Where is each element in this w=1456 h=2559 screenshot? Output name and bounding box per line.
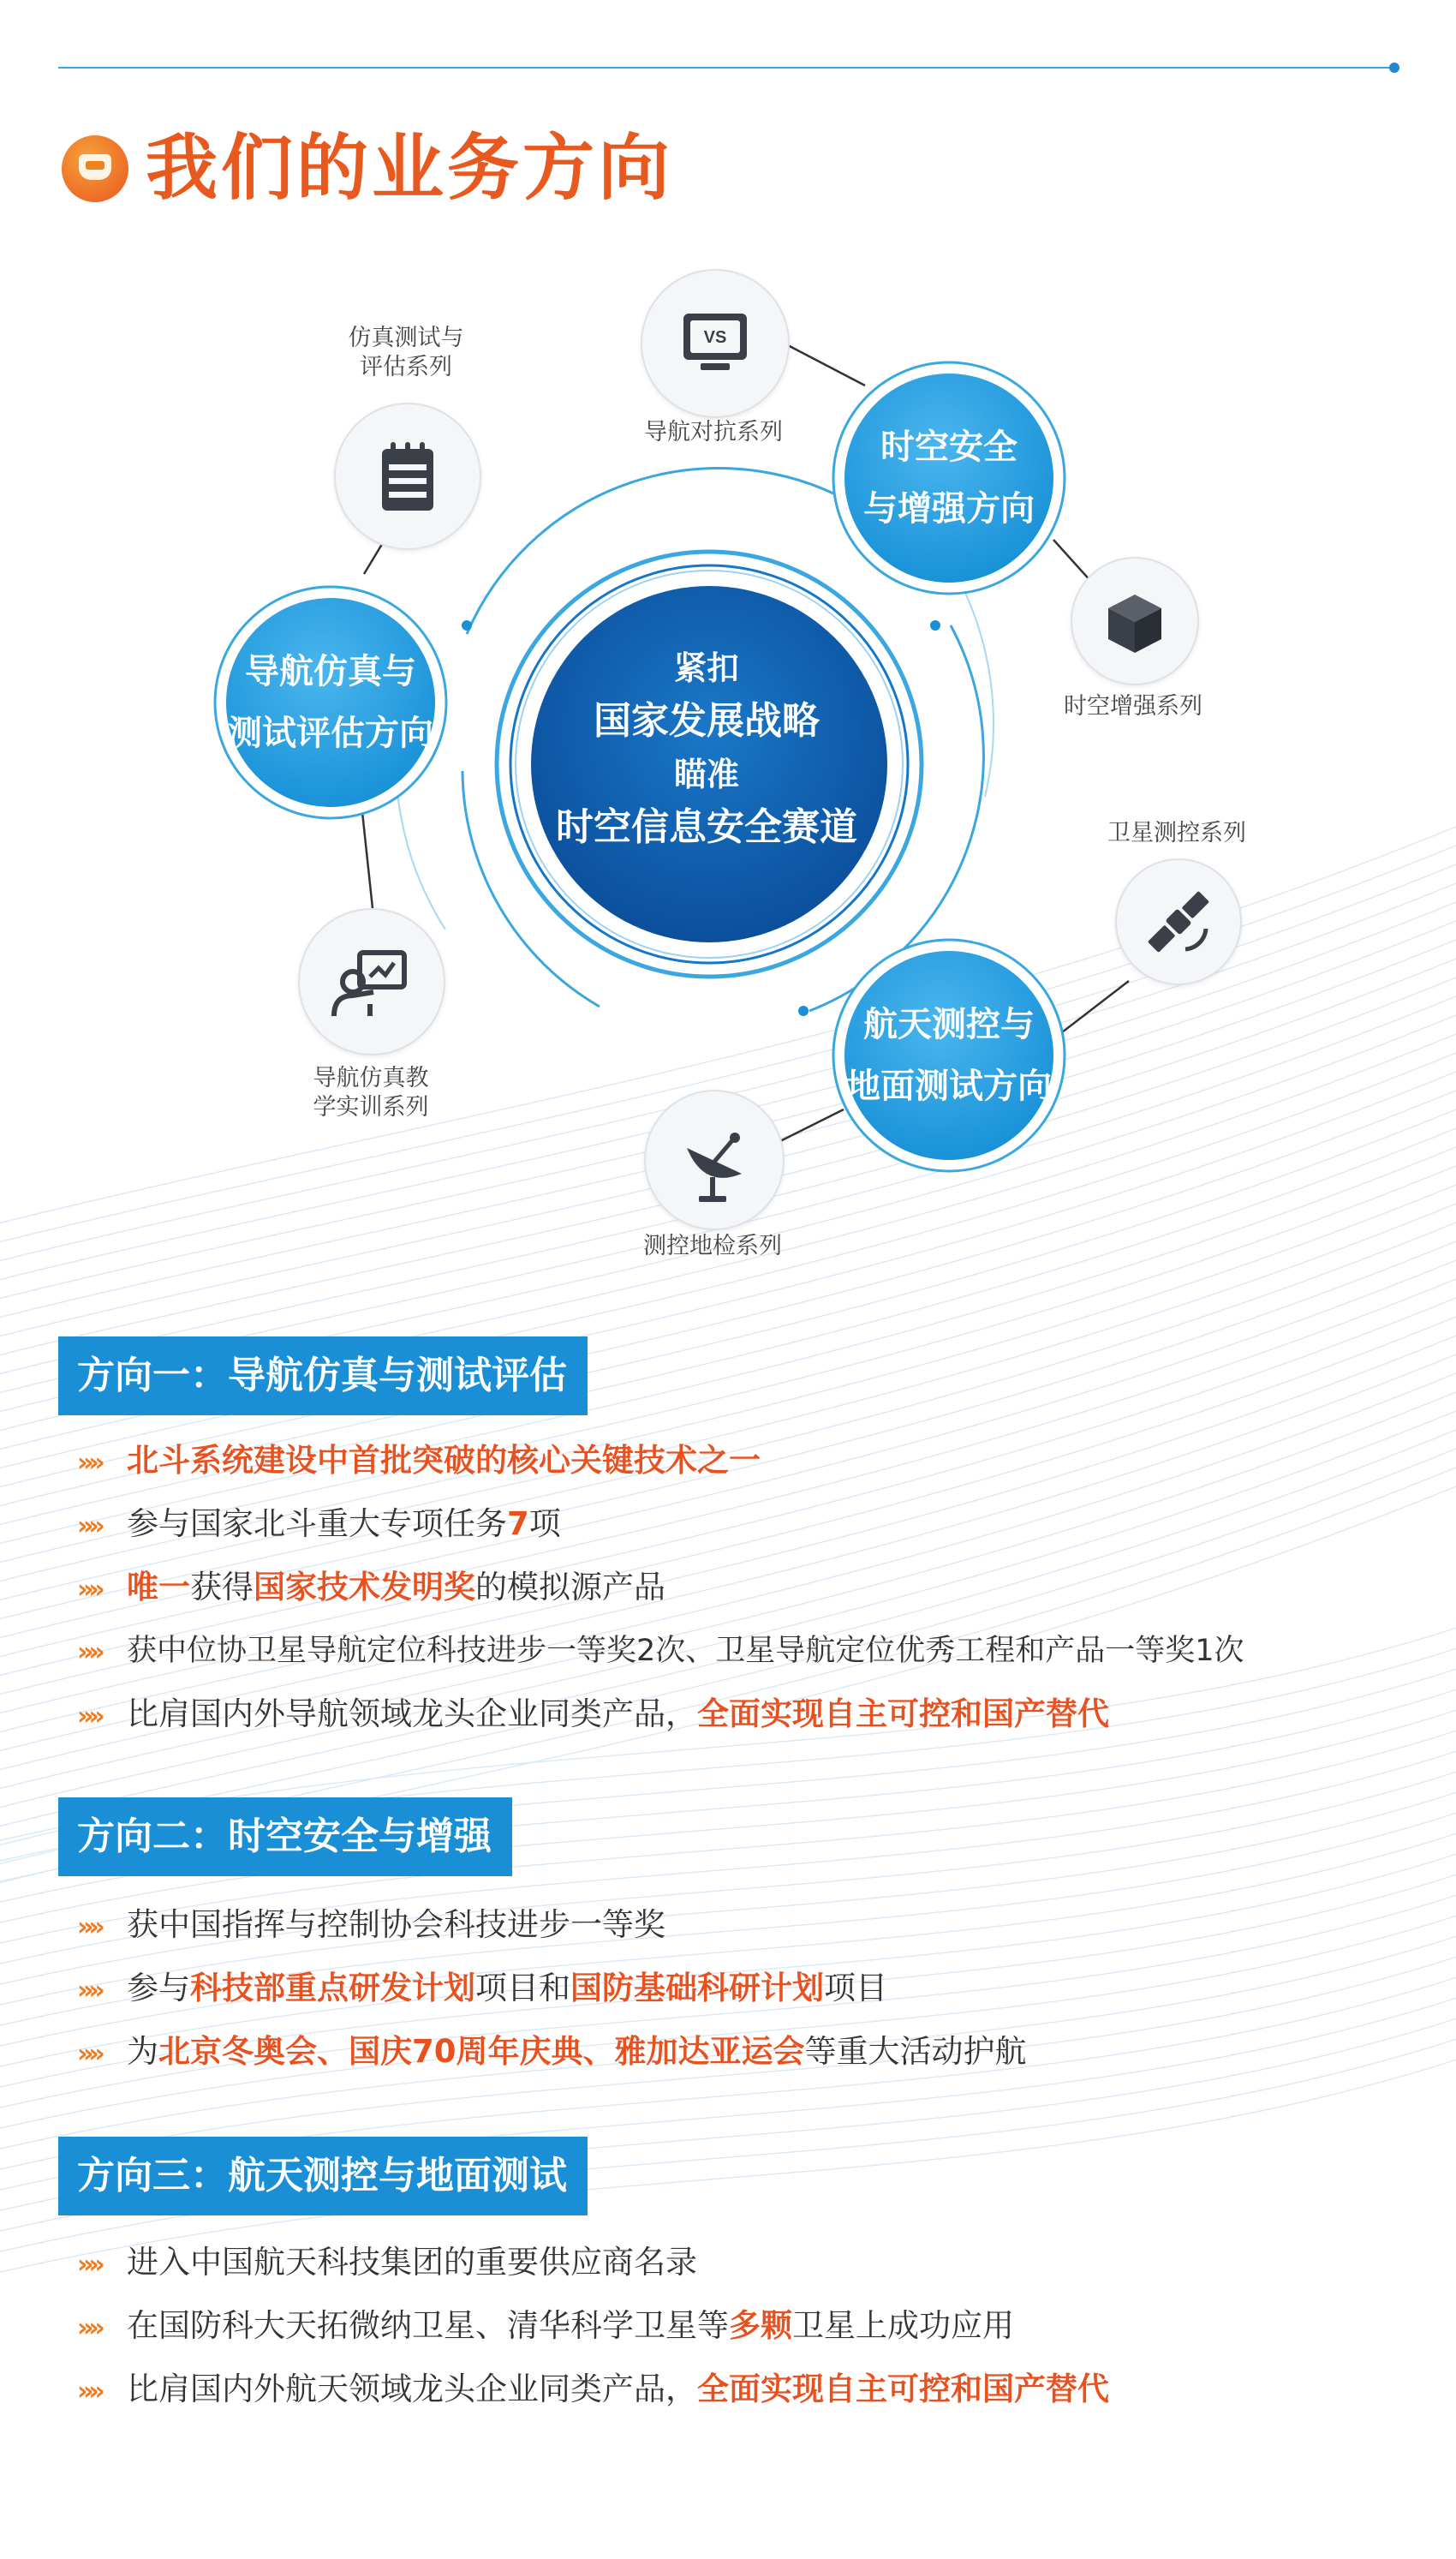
bullet-item: »» 获中国指挥与控制协会科技进步一等奖: [77, 1904, 665, 1949]
section-heading-3: 方向三：航天测控与地面测试: [58, 2137, 588, 2215]
bullet-item: »» 在国防科大天拓微纳卫星、清华科学卫星等多颗卫星上成功应用: [77, 2305, 1014, 2350]
direction-nav-line2: 测试评估方向: [228, 714, 433, 753]
system-sim-eval-line2: 评估系列: [360, 354, 452, 380]
bullet-item: »» 比肩国内外导航领域龙头企业同类产品，全面实现自主可控和国产替代: [77, 1693, 1109, 1738]
bullet-item: »» 获中位协卫星导航定位科技进步一等奖2次、卫星导航定位优秀工程和产品一等奖1次: [77, 1629, 1244, 1674]
section-heading-1: 方向一：导航仿真与测试评估: [58, 1336, 588, 1415]
company-logo-icon: [62, 135, 128, 202]
bullet-item: »» 唯一获得国家技术发明奖的模拟源产品: [77, 1566, 665, 1611]
section-heading-2: 方向二：时空安全与增强: [58, 1797, 512, 1876]
bullet-item: »» 比肩国内外航天领域龙头企业同类产品，全面实现自主可控和国产替代: [77, 2368, 1109, 2413]
chevron-bullet-icon: »»: [77, 1448, 100, 1478]
chevron-bullet-icon: »»: [77, 1912, 100, 1942]
direction-space-line2: 与增强方向: [863, 489, 1035, 529]
chevron-bullet-icon: »»: [77, 2250, 100, 2280]
teacher-board-icon: [298, 908, 445, 1055]
notepad-icon: [334, 403, 481, 550]
chevron-bullet-icon: »»: [77, 1976, 100, 2006]
chevron-bullet-icon: »»: [77, 2039, 100, 2069]
bullet-item: »» 为北京冬奥会、国庆70周年庆典、雅加达亚运会等重大活动护航: [77, 2030, 1027, 2076]
direction-aero-line1: 航天测控与: [863, 1005, 1035, 1044]
vs-monitor-icon: [641, 269, 790, 418]
chevron-bullet-icon: »»: [77, 1511, 100, 1541]
cube-icon: [1071, 557, 1199, 685]
direction-aero-line2: 地面测试方向: [846, 1067, 1052, 1106]
system-sim-eval-line1: 仿真测试与: [348, 325, 464, 351]
bullet-item: »» 北斗系统建设中首批突破的核心关键技术之一: [77, 1439, 761, 1485]
chevron-bullet-icon: »»: [77, 1637, 100, 1667]
core-text-line1: 紧扣: [673, 649, 739, 687]
system-teach-line1: 导航仿真教: [313, 1065, 429, 1091]
dish-antenna-icon: [644, 1090, 785, 1230]
top-divider-line: [58, 67, 1396, 69]
system-counter-label: 导航对抗系列: [644, 419, 783, 445]
system-sat-ctrl-label: 卫星测控系列: [1107, 820, 1246, 846]
system-enhance-label: 时空增强系列: [1064, 693, 1202, 720]
business-direction-diagram: [0, 248, 1456, 1319]
chevron-bullet-icon: »»: [77, 2313, 100, 2343]
core-text-line2: 国家发展战略: [594, 699, 820, 743]
system-teach-line2: 学实训系列: [313, 1094, 429, 1121]
direction-nav-line1: 导航仿真与: [245, 652, 416, 691]
satellite-icon: [1115, 858, 1242, 985]
chevron-bullet-icon: »»: [77, 1701, 100, 1731]
chevron-bullet-icon: »»: [77, 2377, 100, 2407]
bullet-item: »» 参与科技部重点研发计划项目和国防基础科研计划项目: [77, 1967, 887, 2012]
system-ground-label: 测控地检系列: [643, 1233, 782, 1259]
top-divider-dot: [1389, 63, 1399, 73]
svg-text:VS: VS: [703, 328, 727, 347]
core-text-line3: 瞄准: [673, 756, 739, 793]
chevron-bullet-icon: »»: [77, 1575, 100, 1605]
bullet-item: »» 参与国家北斗重大专项任务7项: [77, 1503, 561, 1548]
page-title: 我们的业务方向: [146, 125, 674, 210]
bullet-item: »» 进入中国航天科技集团的重要供应商名录: [77, 2241, 697, 2287]
core-text-line4: 时空信息安全赛道: [556, 805, 857, 849]
direction-space-line1: 时空安全: [880, 427, 1017, 467]
